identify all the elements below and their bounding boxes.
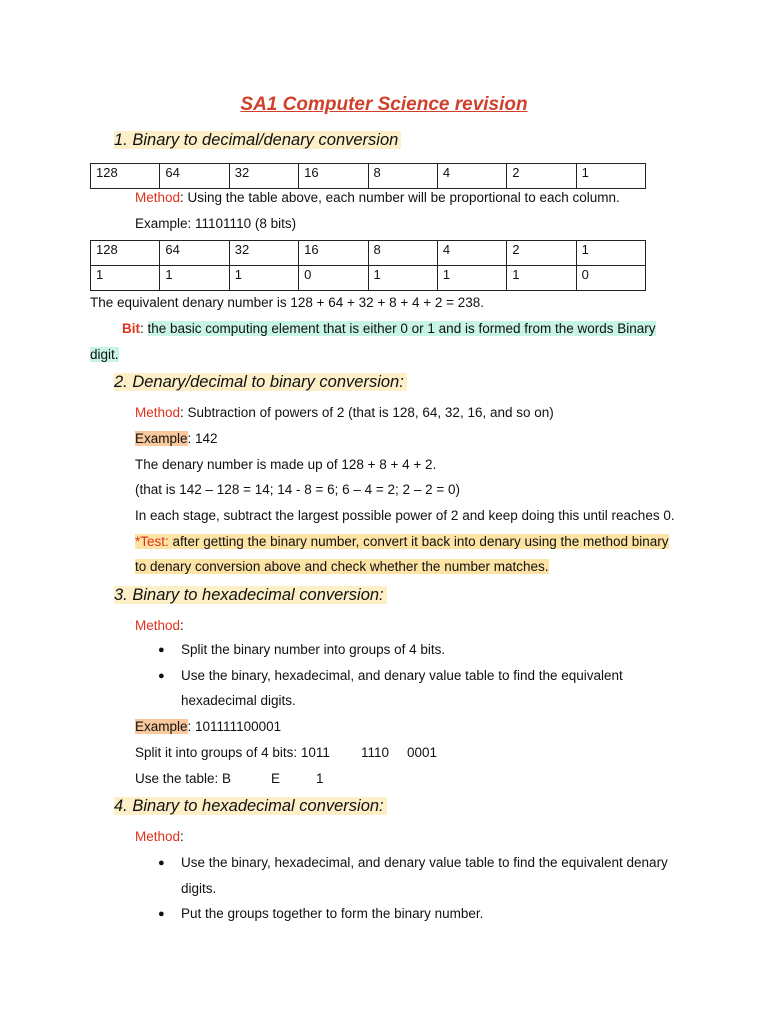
section-3-heading: 3. Binary to hexadecimal conversion:	[114, 586, 387, 605]
page-title: SA1 Computer Science revision	[240, 94, 528, 115]
list-item-cont: digits.	[181, 881, 217, 896]
body-text: The denary number is made up of 128 + 8 + 4 + 2.	[135, 457, 437, 472]
bullet-icon: ●	[158, 857, 165, 869]
body-text: (that is 142 – 128 = 14; 14 - 8 = 6; 6 – 4 = 2; 2 – 2 = 0)	[135, 482, 460, 497]
table-cell: 1	[91, 266, 160, 291]
method-line: Method:	[135, 829, 184, 844]
table-cell: 8	[368, 241, 437, 266]
example-line: Example: 101111100001	[135, 719, 282, 734]
split-group: 0001	[407, 745, 438, 760]
body-text: In each stage, subtract the largest possible power of 2 and keep doing this until reaches 0.	[135, 508, 675, 523]
example-line: Example: 11101110 (8 bits)	[135, 216, 297, 231]
table-cell: 128	[91, 241, 160, 266]
table-cell: 4	[437, 164, 506, 189]
hex-digit: 1	[316, 771, 324, 786]
bit-definition-cont: digit.	[90, 347, 119, 362]
bit-definition: Bit: the basic computing element that is either 0 or 1 and is formed from the words Binary	[122, 321, 656, 336]
place-value-table	[90, 163, 646, 189]
section-4-heading: 4. Binary to hexadecimal conversion:	[114, 797, 387, 816]
list-item-cont: hexadecimal digits.	[181, 693, 296, 708]
table-cell: 32	[229, 164, 298, 189]
table-cell: 128	[91, 164, 160, 189]
table-cell: 1	[576, 164, 645, 189]
example-bits-table	[90, 240, 646, 291]
bullet-icon: ●	[158, 644, 165, 656]
table-row	[91, 164, 646, 189]
use-table-line: Use the table: B	[135, 771, 232, 786]
table-cell: 4	[437, 241, 506, 266]
table-cell: 1	[160, 266, 229, 291]
table-cell: 32	[229, 241, 298, 266]
table-cell: 1	[507, 266, 576, 291]
equivalent-line: The equivalent denary number is 128 + 64 + 32 + 8 + 4 + 2 = 238.	[90, 295, 485, 310]
method-line: Method: Subtraction of powers of 2 (that is 128, 64, 32, 16, and so on)	[135, 405, 554, 420]
table-cell: 1	[368, 266, 437, 291]
method-line: Method: Using the table above, each number will be proportional to each column.	[135, 190, 620, 205]
table-row	[91, 266, 646, 291]
table-cell: 1	[437, 266, 506, 291]
list-item: Use the binary, hexadecimal, and denary value table to find the equivalent denary	[181, 855, 668, 870]
section-1-heading: 1. Binary to decimal/denary conversion	[114, 131, 401, 150]
bullet-icon: ●	[158, 908, 165, 920]
list-item: Use the binary, hexadecimal, and denary value table to find the equivalent	[181, 668, 623, 683]
hex-digit: E	[271, 771, 281, 786]
list-item: Put the groups together to form the binary number.	[181, 906, 484, 921]
example-line: Example: 142	[135, 431, 218, 446]
bullet-icon: ●	[158, 670, 165, 682]
table-cell: 2	[507, 241, 576, 266]
table-cell: 64	[160, 164, 229, 189]
test-note-cont: to denary conversion above and check whether the number matches.	[135, 559, 549, 574]
test-note: *Test: after getting the binary number, convert it back into denary using the method binary	[135, 534, 669, 549]
list-item: Split the binary number into groups of 4 bits.	[181, 642, 446, 657]
method-line: Method:	[135, 618, 184, 633]
split-group: 1110	[361, 745, 390, 760]
table-cell: 0	[576, 266, 645, 291]
table-row	[91, 241, 646, 266]
table-cell: 0	[299, 266, 368, 291]
table-cell: 2	[507, 164, 576, 189]
split-line: Split it into groups of 4 bits: 1011	[135, 745, 330, 760]
table-cell: 1	[576, 241, 645, 266]
table-cell: 1	[229, 266, 298, 291]
table-cell: 64	[160, 241, 229, 266]
table-cell: 8	[368, 164, 437, 189]
table-cell: 16	[299, 241, 368, 266]
table-cell: 16	[299, 164, 368, 189]
section-2-heading: 2. Denary/decimal to binary conversion:	[114, 373, 407, 392]
